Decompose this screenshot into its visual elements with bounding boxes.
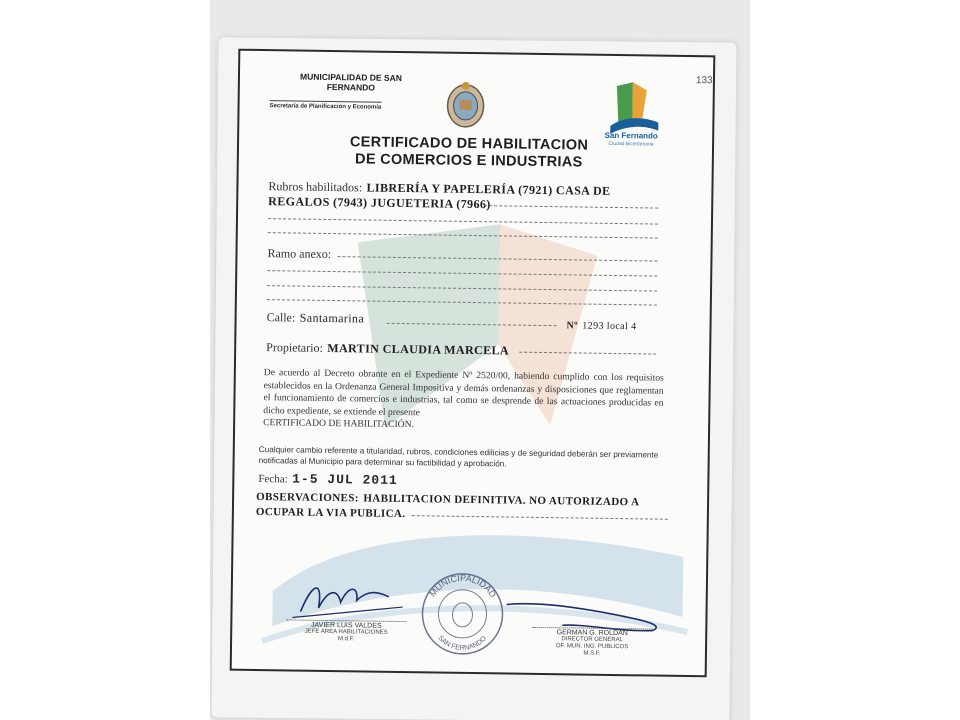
page-number: 133 [695, 75, 713, 87]
propietario-label: Propietario: [266, 340, 323, 355]
left-signature-block [286, 619, 406, 644]
title-line-1: CERTIFICADO DE HABILITACION [349, 134, 589, 154]
certificate-title [319, 134, 619, 172]
secretariat-name: Secretaría de Planificación y Economía [270, 100, 382, 111]
numero-row [566, 315, 636, 334]
calle-row [266, 308, 364, 327]
right-signer-dept: OF. MUN. ING. PUBLICOS [555, 643, 629, 651]
municipality-name: MUNICIPALIDAD DE SAN FERNANDO [299, 71, 402, 93]
propietario-row [266, 338, 509, 359]
observaciones-value-1: HABILITACION DEFINITIVA. NO AUTORIZADO A [363, 492, 640, 509]
propietario-value: MARTIN CLAUDIA MARCELA [327, 340, 510, 358]
observaciones-label: OBSERVACIONES: [256, 490, 360, 505]
logo-name: San Fernando [604, 130, 658, 141]
rubros-value-1: LIBRERÍA Y PAPELERÍA (7921) CASA DE [366, 180, 611, 198]
right-signer-role: DIRECTOR GENERAL [561, 636, 623, 644]
left-signature [292, 572, 413, 624]
left-signer-dept: M.d.F. [337, 636, 355, 643]
decree-text-end: CERTIFICADO DE HABILITACIÓN. [263, 417, 415, 431]
rubros-row-2 [268, 192, 491, 213]
calle-label: Calle: [266, 310, 296, 325]
svg-text:MUNICIPALIDAD [427, 572, 499, 599]
numero-label: Nº [566, 320, 578, 332]
title-line-2: DE COMERCIOS E INDUSTRIAS [355, 151, 583, 171]
right-signer-dept2: M.S.F. [583, 650, 601, 657]
stamp-bottom-text: SAN FERNANDO [436, 634, 488, 652]
fecha-label: Fecha: [258, 473, 288, 486]
municipal-stamp [417, 568, 508, 659]
rubros-value-2: REGALOS (7943) JUGUETERIA (7966) [268, 194, 491, 212]
coat-of-arms-seal [444, 80, 487, 131]
rubros-label: Rubros habilitados: [268, 179, 363, 195]
ramo-label: Ramo anexo: [267, 246, 332, 262]
fecha-row [258, 469, 398, 489]
left-signer-role: JEFE AREA HABILITACIONES [304, 628, 388, 636]
certificate-document [230, 49, 716, 678]
right-signature-block [532, 627, 652, 659]
numero-value: 1293 local 4 [582, 320, 637, 333]
ramo-row [267, 244, 331, 263]
observaciones-value-2: OCUPAR LA VIA PUBLICA. [255, 505, 406, 521]
notice-paragraph: Cualquier cambio referente a titularidad, rubros, condiciones edilicias y de seguridad deberán ser previamente notificadas al Municipio para determinar su factibilidad y aprobación. [258, 445, 659, 468]
logo-tagline: Ciudad Bicentenaria [608, 140, 654, 148]
decree-paragraph [263, 367, 664, 435]
left-signer-name: JAVIER LUIS VALDES [286, 619, 406, 630]
document-photo [210, 0, 750, 720]
decree-text: De acuerdo al Decreto obrante en el Expediente Nº 2520/00, habiendo cumplido con los requisitos establecidos en la Ordenanza General Impositiva y demás ordenanzas y disposiciones que reglamentan el funcionamiento de comercios e industrias, tal como se desprende de las actuaciones producidas en dicho expediente, se extiende el presente [263, 367, 664, 418]
right-signer-name: GERMAN G. ROLDAN [532, 627, 652, 638]
fecha-stamp: 1-5 JUL 2011 [292, 471, 398, 488]
stamp-top-text: MUNICIPALIDAD [427, 572, 499, 600]
observaciones-row-2 [256, 502, 406, 522]
calle-value: Santamarina [299, 310, 365, 326]
